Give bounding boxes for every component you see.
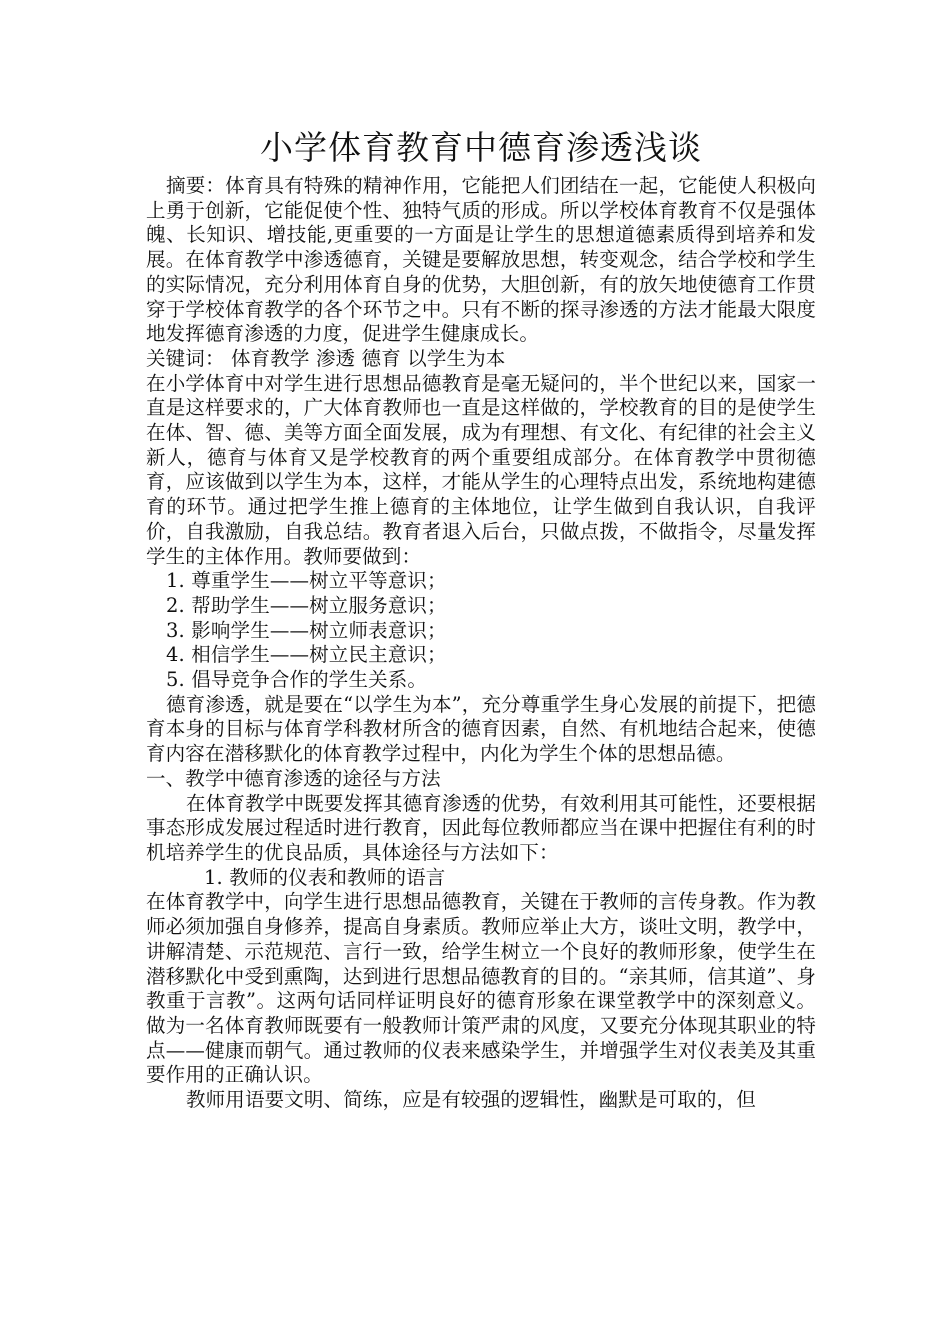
subsection-paragraph: 在体育教学中，向学生进行思想品德教育，关键在于教师的言传身教。作为教师必须加强自身修养，提高自身素质。教师应举止大方，谈吐文明，教学中，讲解清楚、示范规范、言行一致，给学生树立一个良好的教师形象，使学生在潜移默化中受到熏陶，达到进行思想品德教育的目的。“亲其师，信其道”、身教重于言教”。这两句话同样证明良好的德育形象在课堂教学中的深刻意义。做为一名体育教师既要有一般教师计策严肃的风度，又要充分体现其职业的特点——健康而朝气。通过教师的仪表来感染学生，并增强学生对仪表美及其重要作用的正确认识。 [146,890,816,1087]
subsection-heading: 1. 教师的仪表和教师的语言 [204,865,446,889]
abstract-paragraph: 摘要：体育具有特殊的精神作用，它能把人们团结在一起，它能使人积极向上勇于创新，它能促使个性、独特气质的形成。所以学校体育教育不仅是强体魄、长知识、增技能,更重要的一方面是让学生的思想道德素质得到培养和发展。在体育教学中渗透德育，关键是要解放思想，转变观念，结合学校和学生的实际情况，充分利用体育自身的优势，大胆创新，有的放矢地使德育工作贯穿于学校体育教学的各个环节之中。只有不断的探寻渗透的方法才能最大限度地发挥德育渗透的力度，促进学生健康成长。 [146,174,816,346]
list-item: 3. 影响学生——树立师表意识； [166,618,447,642]
list-item: 5. 倡导竞争合作的学生关系。 [166,668,428,692]
section-heading: 一、教学中德育渗透的途径与方法 [146,766,441,790]
keywords-line: 关键词： 体育教学 渗透 德育 以学生为本 [146,346,506,370]
subsection-paragraph: 教师用语要文明、简练，应是有较强的逻辑性，幽默是可取的，但 [186,1088,756,1112]
list-item: 4. 相信学生——树立民主意识； [166,643,447,667]
list-item: 2. 帮助学生——树立服务意识； [166,593,447,617]
document-body [146,126,816,1113]
teacher-principles-list [146,569,816,693]
document-title: 小学体育教育中德育渗透浅谈 [260,128,702,167]
intro-paragraph: 在小学体育中对学生进行思想品德教育是毫无疑问的，半个世纪以来，国家一直是这样要求的，广大体育教师也一直是这样做的，学校教育的目的是使学生在体、智、德、美等方面全面发展，成为有理想、有文化、有纪律的社会主义新人，德育与体育又是学校教育的两个重要组成部分。在体育教学中贯彻德育，应该做到以学生为本，这样，才能从学生的心理特点出发，系统地构建德育的环节。通过把学生推上德育的主体地位，让学生做到自我认识，自我评价，自我激励，自我总结。教育者退入后台，只做点拨，不做指令，尽量发挥学生的主体作用。教师要做到： [146,371,816,568]
list-item: 1. 尊重学生——树立平等意识； [166,569,447,593]
section-intro-paragraph: 在体育教学中既要发挥其德育渗透的优势，有效利用其可能性，还要根据事态形成发展过程适时进行教育，因此每位教师都应当在课中把握住有利的时机培养学生的优良品质，具体途径与方法如下： [146,791,816,864]
moral-paragraph: 德育渗透，就是要在“以学生为本”，充分尊重学生身心发展的前提下，把德育本身的目标与体育学科教材所含的德育因素，自然、有机地结合起来，使德育内容在潜移默化的体育教学过程中，内化为学生个体的思想品德。 [146,692,816,766]
